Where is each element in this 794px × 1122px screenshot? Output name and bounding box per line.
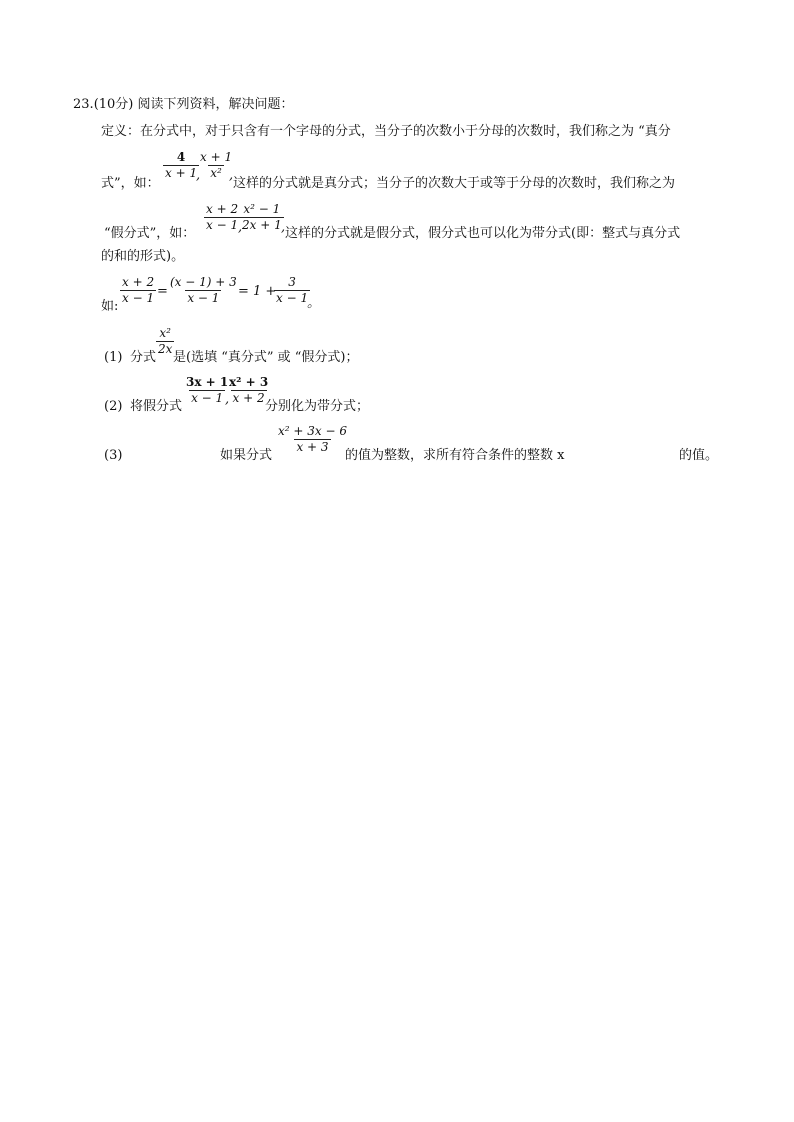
question-2-suffix: 分别化为带分式； xyxy=(265,399,370,414)
fraction-x2-minus-1-over-2x-plus-1 xyxy=(240,202,284,233)
fraction-denominator: x² xyxy=(210,166,222,180)
fraction-denominator: x − 1 xyxy=(187,291,220,305)
definition-line-2-end: 这样的分式就是真分式；当分子的次数大于或等于分母的次数时，我们称之为 xyxy=(233,176,676,191)
definition-line-2-start: 式”，如： xyxy=(101,176,160,191)
question-3-fraction xyxy=(276,424,349,455)
question-1-fraction xyxy=(156,326,174,357)
question-2-label: (2) xyxy=(104,399,123,414)
fraction-denominator: x + 2 xyxy=(232,391,265,405)
fraction-numerator: x² + 3 xyxy=(229,375,269,389)
fraction-denominator: 2x xyxy=(158,342,173,356)
question-3-prefix: 如果分式 xyxy=(220,448,273,463)
question-2-fraction-b xyxy=(227,375,270,406)
fraction-numerator: x² − 1 xyxy=(243,202,281,216)
fraction-numerator: x + 2 xyxy=(206,202,239,216)
fraction-denominator: x + 3 xyxy=(296,440,329,454)
question-3-middle: 的值为整数，求所有符合条件的整数 x xyxy=(345,448,565,463)
fraction-denominator: x − 1 xyxy=(276,291,309,305)
example-fraction-right xyxy=(274,275,310,306)
fraction-denominator: 2x + 1 xyxy=(242,218,282,232)
fraction-numerator: x + 1 xyxy=(200,150,233,164)
example-fraction-middle xyxy=(168,275,239,306)
problem-title: 阅读下列资料，解决问题： xyxy=(137,97,294,112)
period: 。 xyxy=(307,296,321,311)
problem-header xyxy=(73,97,294,113)
equals-sign: = xyxy=(157,284,168,299)
comma: , xyxy=(238,220,243,235)
fraction-numerator: 3 xyxy=(288,275,296,289)
problem-score: (10分) xyxy=(93,97,134,112)
definition-line-3-start: “假分式”，如： xyxy=(104,226,196,241)
fraction-numerator: x² xyxy=(159,326,171,340)
example-label: 如: xyxy=(101,299,119,314)
question-1-suffix: 是(选填 “真分式” 或 “假分式)； xyxy=(173,350,359,365)
example-fraction-left xyxy=(120,275,156,306)
definition-line-1: 定义：在分式中，对于只含有一个字母的分式，当分子的次数小于分母的次数时，我们称之为 “真分 xyxy=(101,124,671,139)
fraction-denominator: x + 1 xyxy=(165,166,198,180)
fraction-denominator: x − 1 xyxy=(122,291,155,305)
fraction-numerator: x + 2 xyxy=(122,275,155,289)
problem-number: 23. xyxy=(73,97,94,112)
fraction-denominator: x − 1 xyxy=(206,218,239,232)
fraction-numerator: (x − 1) + 3 xyxy=(170,275,237,289)
question-3-label: (3) xyxy=(104,448,123,463)
comma: , xyxy=(225,392,230,407)
question-1-prefix: 分式 xyxy=(130,350,157,365)
fraction-numerator: x² + 3x − 6 xyxy=(278,424,347,438)
definition-line-4: 的和的形式)。 xyxy=(101,249,185,264)
equals-one-plus: = 1 + xyxy=(238,284,277,299)
question-2-prefix: 将假分式 xyxy=(130,399,183,414)
fraction-denominator: x − 1 xyxy=(191,391,224,405)
fraction-numerator: 4 xyxy=(176,150,186,164)
comma: , xyxy=(281,220,286,235)
question-2-fraction-a xyxy=(184,375,230,406)
fraction-numerator: 3x + 1 xyxy=(186,375,229,389)
question-3-suffix: 的值。 xyxy=(679,448,719,463)
fraction-x-plus-2-over-x-minus-1 xyxy=(204,202,243,235)
question-1-label: (1) xyxy=(104,350,123,365)
fraction-4-over-x-plus-1 xyxy=(163,150,199,181)
definition-line-3-end: 这样的分式就是假分式，假分式也可以化为带分式(即：整式与真分式 xyxy=(285,226,681,241)
comma: , xyxy=(196,168,201,183)
comma: , xyxy=(229,168,234,183)
